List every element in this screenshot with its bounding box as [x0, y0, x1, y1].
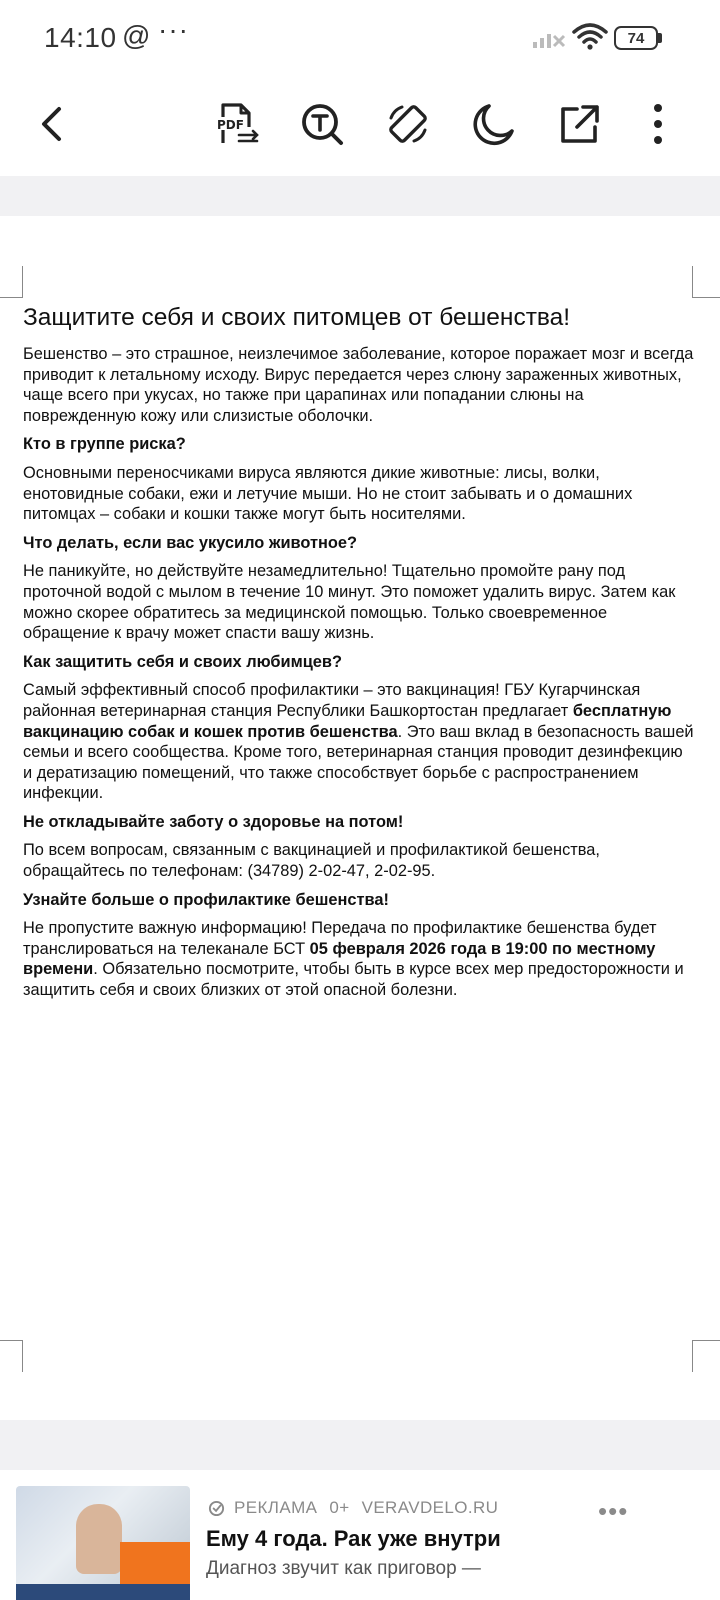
section-text-broadcast: [23, 918, 695, 1000]
page-corner-mark: [0, 266, 23, 298]
protection-text-end: . Это ваш вклад в безопасность вашей семьи и всего сообщества. Кроме того, ветеринарная станция проводит дезинфекцию и дератизацию помещений, что также способствует борьбе с распространением инфекции.: [23, 722, 694, 803]
reader-toolbar: [0, 76, 720, 176]
ad-age-rating: 0+: [329, 1498, 350, 1517]
ad-more-button[interactable]: •••: [598, 1496, 629, 1526]
broadcast-date-highlight: 05 февраля 2026 года в 19:00 по местному времени: [23, 939, 656, 979]
night-mode-icon: [471, 101, 517, 147]
section-text-risk-group: Основными переносчиками вируса являются дикие животные: лисы, волки, енотовидные собаки, ежи и летучие мыши. Но не стоит забывать и о домашних питомцах – собаки и кошки также могут быть носителями.: [23, 463, 633, 524]
share-external-icon: [557, 101, 603, 147]
back-button[interactable]: [26, 98, 78, 150]
section-heading-learn-more: Узнайте больше о профилактике бешенства!: [23, 890, 389, 909]
text-search-button[interactable]: [296, 98, 348, 150]
page-corner-mark: [0, 1340, 23, 1372]
wifi-icon: [572, 22, 608, 50]
ad-marker-icon: [208, 1500, 225, 1517]
page-corner-mark: [692, 266, 720, 298]
page-separator-bottom: [0, 1420, 720, 1470]
battery-level: 74: [614, 26, 658, 50]
broadcast-text-end: . Обязательно посмотрите, чтобы быть в курсе всех мер предосторожности и защитить себя и своих близких от этой опасной болезни.: [23, 960, 684, 1000]
section-heading-health: Не откладывайте заботу о здоровье на потом!: [23, 812, 404, 831]
document-page[interactable]: [0, 216, 720, 1420]
ad-thumbnail[interactable]: [16, 1486, 190, 1600]
intro-paragraph: Бешенство – это страшное, неизлечимое заболевание, которое поражает мозг и всегда приводит к летальному исходу. Вирус передается через слюну зараженных животных, чаще всего при укусах, но также при царапинах или попадании слюны на поврежденную кожу или слизистые оболочки.: [23, 345, 694, 425]
more-options-button[interactable]: [632, 98, 684, 150]
document-title: Защитите себя и своих питомцев от бешенства!: [23, 304, 571, 331]
signal-icon: [532, 26, 566, 48]
svg-text:PDF: PDF: [217, 118, 244, 132]
pdf-convert-button[interactable]: [210, 98, 262, 150]
battery-icon: [614, 26, 662, 50]
section-text-protection: [23, 680, 695, 804]
more-notifications-icon: ···: [158, 14, 189, 45]
text-search-icon: [299, 101, 345, 147]
rotate-screen-icon: [385, 101, 431, 147]
protection-text-start: Самый эффективный способ профилактики – это вакцинация! ГБУ Кугарчинская районная ветеринарная станция Республики Башкортостан предлагает: [23, 681, 641, 720]
status-time: 14:10: [44, 22, 117, 53]
ad-title[interactable]: Ему 4 года. Рак уже внутри: [206, 1526, 501, 1551]
back-arrow-icon: [29, 101, 75, 147]
more-vertical-icon: [635, 101, 681, 147]
section-heading-bite: Что делать, если вас укусило животное?: [23, 533, 358, 552]
ad-description: Диагноз звучит как приговор —: [206, 1558, 481, 1579]
ad-label: РЕКЛАМА: [234, 1498, 318, 1517]
page-corner-mark: [692, 1340, 720, 1372]
ad-banner[interactable]: [0, 1470, 720, 1600]
broadcast-text-start: Не пропустите важную информацию! Передача по профилактике бешенства будет транслироваться на телеканале БСТ: [23, 919, 657, 958]
ad-meta: [208, 1496, 510, 1520]
section-text-bite: Не паникуйте, но действуйте незамедлительно! Тщательно промойте рану под проточной водой с мылом в течение 10 минут. Это поможет удалить вирус. Затем как можно скорее обратитесь за медицинской помощью. Только своевременное обращение к врачу может спасти вашу жизнь.: [23, 562, 676, 643]
status-bar: [0, 0, 720, 76]
at-notification-icon: @: [122, 20, 151, 51]
ad-domain: VERAVDELO.RU: [361, 1498, 499, 1517]
page-separator-top: [0, 176, 720, 216]
section-heading-protection: Как защитить себя и своих любимцев?: [23, 652, 342, 671]
night-mode-button[interactable]: [468, 98, 520, 150]
section-text-contacts: По всем вопросам, связанным с вакцинацией и профилактикой бешенства, обращайтесь по телефонам: (34789) 2-02-47, 2-02-95.: [23, 841, 600, 881]
rotate-screen-button[interactable]: [382, 98, 434, 150]
pdf-convert-icon: [213, 101, 259, 147]
share-external-button[interactable]: [554, 98, 606, 150]
section-heading-risk-group: Кто в группе риска?: [23, 435, 186, 454]
protection-text-highlight: бесплатную вакцинацию собак и кошек против бешенства: [23, 701, 672, 741]
document-content: [23, 302, 695, 1009]
